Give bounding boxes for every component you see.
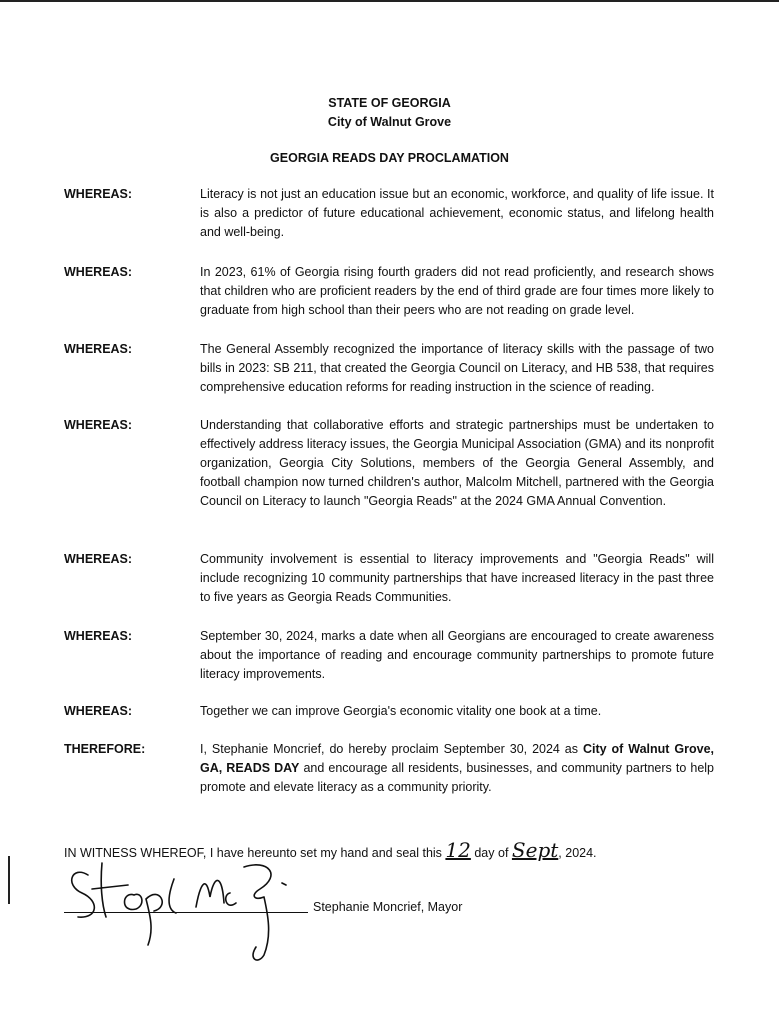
clause-text: Community involvement is essential to literacy improvements and "Georgia Reads" will include recognizing 10 community partnerships that have increased literacy in the past three to five years as Georgia Reads Communities. (200, 552, 714, 604)
proclamation-title: GEORGIA READS DAY PROCLAMATION (270, 151, 509, 165)
witness-day-handwritten: 12 (445, 838, 471, 862)
clause-label: WHEREAS: (64, 265, 133, 279)
clause-text: Literacy is not just an education issue but an economic, workforce, and quality of life issue. It is also a predictor of future educational achievement, economic status, and lifelong health and well-being. (200, 187, 714, 239)
clause-label: WHEREAS: (64, 187, 133, 201)
clause-text: Together we can improve Georgia's economic vitality one book at a time. (200, 704, 602, 718)
state-heading: STATE OF GEORGIA (328, 96, 451, 110)
witness-month-handwritten: Sept (511, 838, 559, 862)
clause-text: In 2023, 61% of Georgia rising fourth graders did not read proficiently, and research shows that children who are proficient readers by the end of third grade are four times more likely to graduate from high school than their peers who are not reading on grade level. (200, 265, 714, 317)
clause-text (200, 740, 714, 797)
clause-label: WHEREAS: (64, 342, 133, 356)
clause-label: THEREFORE: (64, 742, 146, 756)
witness-prefix: IN WITNESS WHEREOF, I have hereunto set my hand and seal this (64, 846, 442, 860)
mayor-name-title: Stephanie Moncrief, Mayor (313, 900, 463, 914)
signature-line (64, 912, 308, 913)
therefore-text-before: I, Stephanie Moncrief, do hereby proclaim September 30, 2024 as (200, 742, 583, 756)
clause-label: WHEREAS: (64, 629, 133, 643)
therefore-bold-text: City of Walnut Grove, GA, READS DAY (200, 742, 714, 775)
scan-edge-mark (8, 856, 10, 904)
clause-text: September 30, 2024, marks a date when all Georgians are encouraged to create awareness about the importance of reading and encourage community partnerships to promote future literacy improvements. (200, 629, 714, 681)
clause-text: Understanding that collaborative efforts and strategic partnerships must be undertaken to effectively address literacy issues, the Georgia Municipal Association (GMA) and its nonprofit organization, Georgia City Solutions, members of the Georgia General Assembly, and football champion now turned children's author, Malcolm Mitchell, partnered with the Georgia Council on Literacy to launch "Georgia Reads" at the 2024 GMA Annual Convention. (200, 418, 714, 508)
clause-text: The General Assembly recognized the importance of literacy skills with the passage of two bills in 2023: SB 211, that created the Georgia Council on Literacy, and HB 538, that requires comprehensive education reforms for reading instruction in the science of reading. (200, 342, 714, 394)
city-heading: City of Walnut Grove (327, 115, 452, 129)
therefore-text-after: and encourage all residents, businesses, and community partners to help promote and elevate literacy as a community priority. (200, 761, 715, 794)
scan-border-top (0, 0, 779, 2)
clause-label: WHEREAS: (64, 704, 133, 718)
clause-label: WHEREAS: (64, 552, 133, 566)
witness-suffix: , 2024. (558, 846, 597, 860)
clause-label: WHEREAS: (64, 418, 133, 432)
witness-middle: day of (474, 846, 509, 860)
